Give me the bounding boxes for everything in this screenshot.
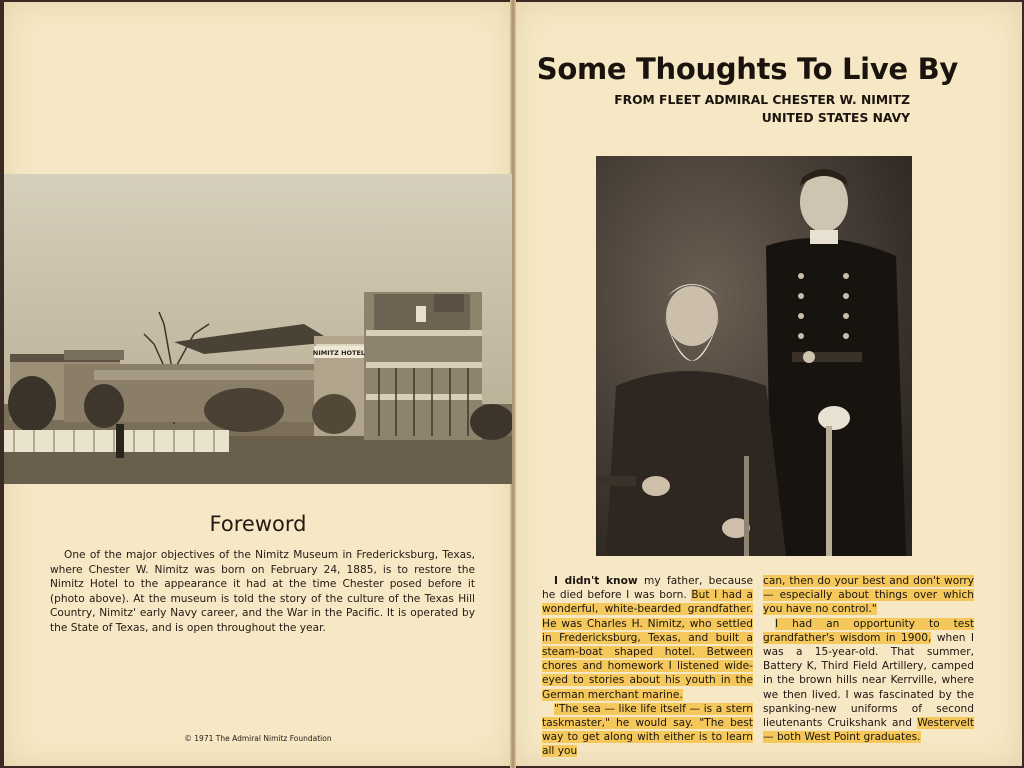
plain-text: my father, because he died before I was born. xyxy=(542,575,753,602)
column-1-paragraph-2 xyxy=(542,702,753,759)
nimitz-hotel-photo xyxy=(4,174,512,484)
highlighted-text: can, then do your best and don't worry — especially about things over which you have no control." xyxy=(763,575,974,616)
copyright-line: © 1971 The Admiral Nimitz Foundation xyxy=(184,734,332,743)
nimitz-portrait-photo xyxy=(596,156,912,556)
highlighted-text: I had an opportunity to test grandfather's wisdom in 1900, xyxy=(763,617,974,644)
highlighted-text: "The sea — like life itself — is a stern taskmaster," he would say. "The best way to get along with either is to learn all you xyxy=(542,702,753,758)
highlighted-text: Westervelt — both West Point graduates. xyxy=(763,717,974,744)
foreword-body: One of the major objectives of the Nimitz Museum in Fredericksburg, Texas, where Chester W. Nimitz was born on February 24, 1885, is to restore the Nimitz Hotel to the appearance it had at the time Chester posed before it (photo above). At the museum is told the story of the culture of the Texas Hill Country, Nimitz' early Navy career, and the War in the Pacific. It is operated by the State of Texas, and is open throughout the year. xyxy=(50,549,475,634)
plain-text: when I was a 15-year-old. That summer, Battery K, Third Field Artillery, camped in the brown hills near Kerrville, where we then lived. I was fascinated by the spanking-new uniforms of second lieutenants Cruikshank and xyxy=(763,631,974,730)
article-column-1 xyxy=(542,574,753,759)
hotel-sign: NIMITZ HOTEL xyxy=(312,349,366,357)
page-title: Some Thoughts To Live By xyxy=(536,52,958,86)
column-2-paragraph-1 xyxy=(763,574,974,617)
column-2-paragraph-2 xyxy=(763,617,974,745)
article-column-2 xyxy=(763,574,974,744)
subtitle-line-1: FROM FLEET ADMIRAL CHESTER W. NIMITZ xyxy=(614,93,910,107)
column-1-paragraph-1 xyxy=(542,574,753,702)
highlighted-text: But I had a wonderful, white-bearded grandfather. He was Charles H. Nimitz, who settled in Fredericksburg, Texas, and built a steam-boat shaped hotel. Between chores and homework I listened wide-eyed to stories about his youth in the German merchant marine. xyxy=(542,589,753,701)
lead-in: I didn't know xyxy=(554,575,638,587)
subtitle-line-2: UNITED STATES NAVY xyxy=(761,111,910,125)
foreword-title: Foreword xyxy=(209,512,307,536)
